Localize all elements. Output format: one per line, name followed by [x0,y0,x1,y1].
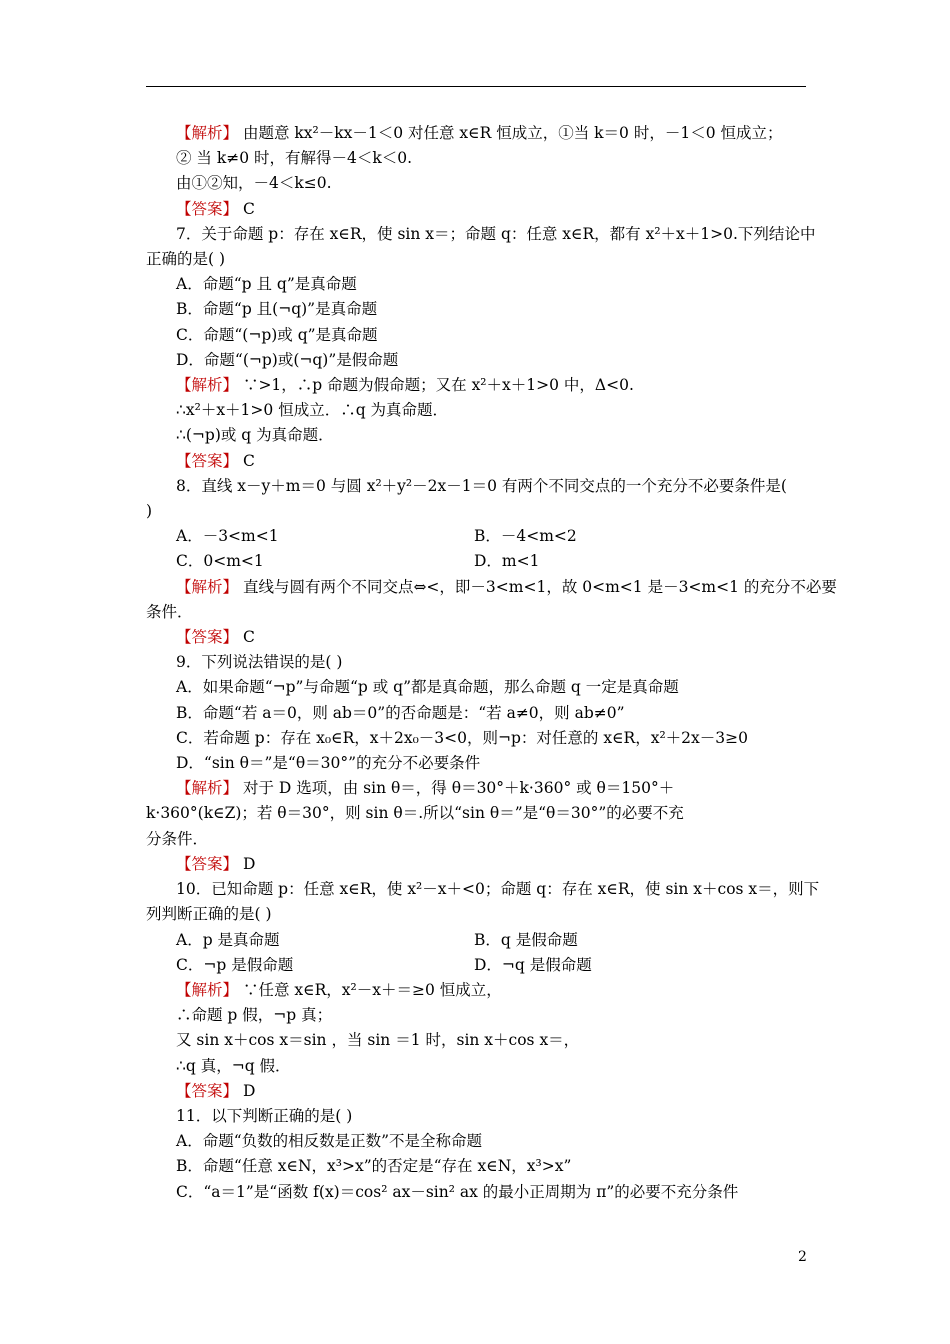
text-line [146,1003,810,1028]
option-text: B．q 是假命题 [474,930,578,949]
text-line [146,272,810,297]
line-text: D [238,854,256,873]
text-line [146,600,810,625]
solution-line [146,121,810,146]
text-line [146,146,810,171]
text-line [146,1104,810,1129]
text-line [146,1180,810,1205]
line-text: ) [146,502,153,521]
text-line [146,323,810,348]
text-line [146,474,810,499]
line-text: B．命题“任意 x∈N，x³>x”的否定是“存在 x∈N，x³>x” [176,1157,572,1176]
line-text: 10．已知命题 p：任意 x∈R，使 x²－x＋<0；命题 q：存在 x∈R，使 sin x＋cos x＝，则下 [176,880,820,899]
section-tag: 【答案】 [176,854,239,873]
solution-line [146,575,837,600]
option-text: C．0<m<1 [176,552,264,571]
option-text: D．m<1 [474,552,540,571]
text-line [146,398,810,423]
section-tag: 【解析】 [176,980,239,999]
text-line [146,348,810,373]
text-line [146,801,810,826]
line-text: C．“a＝1”是“函数 f(x)＝cos² ax－sin² ax 的最小正周期为 π”的必要不充分条件 [176,1182,739,1201]
line-text: D．“sin θ＝”是“θ＝30°”的充分不必要条件 [176,754,481,773]
line-text: 分条件． [146,829,209,848]
line-text: 由题意 kx²－kx－1＜0 对任意 x∈R 恒成立，①当 k＝0 时，－1＜0 恒成立； [238,124,783,142]
line-text: A．命题“p 且 q”是真命题 [176,275,357,294]
option-text: D．¬q 是假命题 [474,955,592,974]
option-row [146,549,810,574]
solution-line [146,978,810,1003]
section-tag: 【解析】 [176,577,239,596]
section-tag: 【答案】 [176,451,239,470]
line-text: A．如果命题“¬p”与命题“p 或 q”都是真命题，那么命题 q 一定是真命题 [176,678,679,697]
text-line [146,222,816,247]
line-text: D [238,1081,256,1100]
text-line [146,423,810,448]
line-text: ② 当 k≠0 时，有解得－4＜k＜0. [176,149,413,168]
text-line [146,902,810,927]
text-line [146,701,810,726]
option-row [146,928,810,953]
line-text: 正确的是( ) [146,250,226,269]
option-text: B．－4<m<2 [474,527,577,546]
line-text: 条件． [146,602,193,621]
section-tag: 【解析】 [176,124,239,142]
option-row [146,524,810,549]
section-tag: 【答案】 [176,1081,239,1100]
line-text: C．若命题 p：存在 x₀∈R，x＋2x₀－3<0，则¬p：对任意的 x∈R，x²＋2x－3≥0 [176,728,748,747]
option-text: A．p 是真命题 [176,930,280,949]
text-line [146,1154,810,1179]
page-number: 2 [798,1249,807,1265]
text-line [146,726,810,751]
line-text: C．命题“(¬p)或 q”是真命题 [176,325,378,344]
option-text: C．¬p 是假命题 [176,955,294,974]
text-line [146,1028,810,1053]
line-text: k·360°(k∈Z)；若 θ＝30°，则 sin θ＝.所以“sin θ＝”是“θ＝30°”的必要不充 [146,804,684,823]
text-line [146,675,810,700]
text-line [146,877,820,902]
line-text: ∴(¬p)或 q 为真命题． [176,426,334,445]
line-text: C [238,451,255,470]
text-line [146,1054,810,1079]
solution-line [146,197,810,222]
line-text: 9．下列说法错误的是( ) [176,653,343,672]
line-text: C [238,628,255,647]
header-rule [146,86,806,87]
solution-line [146,625,810,650]
text-line [146,827,810,852]
text-line [146,297,810,322]
line-text: C [238,199,255,218]
page-body [146,121,837,1205]
line-text: D．命题“(¬p)或(¬q)”是假命题 [176,350,399,369]
line-text: A．命题“负数的相反数是正数”不是全称命题 [176,1132,483,1151]
option-text: A．－3<m<1 [176,527,279,546]
text-line [146,751,810,776]
section-tag: 【解析】 [176,376,239,395]
line-text: ∵任意 x∈R，x²－x＋＝≥0 恒成立， [238,980,502,999]
solution-line [146,373,810,398]
solution-line [146,852,810,877]
text-line [146,247,810,272]
section-tag: 【答案】 [176,628,239,647]
line-text: 8．直线 x－y＋m＝0 与圆 x²＋y²－2x－1＝0 有两个不同交点的一个充分不必要条件是( [176,476,787,495]
line-text: ∴命题 p 假，¬p 真； [176,1006,333,1025]
line-text: 直线与圆有两个不同交点⇔<，即－3<m<1，故 0<m<1 是－3<m<1 的充分不必要 [238,577,837,596]
line-text: 对于 D 选项，由 sin θ＝，得 θ＝30°＋k·360° 或 θ＝150°＋ [238,779,675,798]
line-text: 7．关于命题 p：存在 x∈R，使 sin x＝；命题 q：任意 x∈R，都有 x²＋x＋1>0.下列结论中 [176,224,816,243]
solution-line [146,776,810,801]
section-tag: 【答案】 [176,199,239,218]
text-line [146,499,810,524]
line-text: 又 sin x＋cos x＝sin ，当 sin ＝1 时，sin x＋cos x＝， [176,1031,580,1050]
line-text: 列判断正确的是( ) [146,905,272,924]
solution-line [146,1079,810,1104]
text-line [146,171,810,196]
section-tag: 【解析】 [176,779,239,798]
line-text: 由①②知，－4＜k≤0. [176,174,332,193]
line-text: ∴q 真，¬q 假． [176,1056,291,1075]
text-line [146,1129,810,1154]
text-line [146,650,810,675]
line-text: B．命题“p 且(¬q)”是真命题 [176,300,378,319]
option-row [146,953,810,978]
line-text: ∵>1，∴p 命题为假命题；又在 x²＋x＋1>0 中，Δ<0. [238,376,634,395]
line-text: 11．以下判断正确的是( ) [176,1106,353,1125]
solution-line [146,449,810,474]
line-text: ∴x²＋x＋1>0 恒成立．∴q 为真命题． [176,401,449,420]
line-text: B．命题“若 a＝0，则 ab＝0”的否命题是：“若 a≠0，则 ab≠0” [176,703,625,722]
